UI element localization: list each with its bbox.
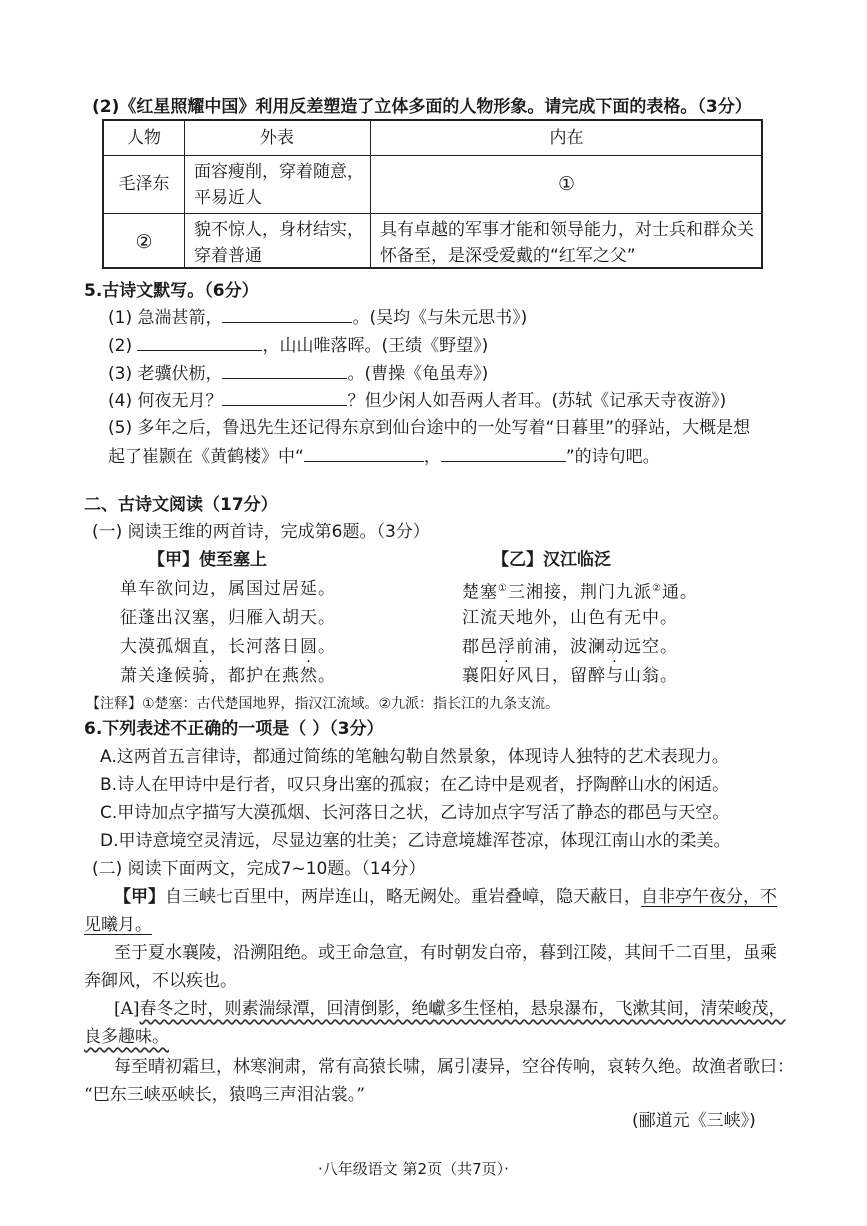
- option-a: A.这两首五言律诗，都通过简练的笔触勾勒自然景象，体现诗人独特的艺术表现力。: [100, 747, 729, 767]
- item-text: (2): [108, 336, 138, 356]
- question-5-title: 5.古诗文默写。（6分）: [84, 281, 259, 301]
- answer-blank[interactable]: [222, 306, 352, 323]
- poem-yi-title: 【乙】汉江临泛: [492, 550, 611, 570]
- part-1-title: (一) 阅读王维的两首诗，完成第6题。（3分）: [92, 522, 430, 542]
- poem-jia-title: 【甲】使至塞上: [148, 550, 267, 570]
- page-footer: ·八年级语文 第2页（共7页）·: [318, 1160, 509, 1178]
- item-text: (4) 何夜无月？: [108, 391, 223, 411]
- passage-paragraph-4-cont: “巴东三峡巫峡长，猿鸣三声泪沾裳。”: [84, 1085, 365, 1105]
- poem-jia-line-3: 大漠孤烟直，长河落日圆。: [120, 637, 336, 657]
- poem-yi-line-4: 襄阳好风日，留醉与山翁。: [462, 666, 678, 686]
- footnote-marker: ①: [498, 583, 508, 594]
- recitation-item-3: [108, 362, 488, 385]
- item-text: ”的诗句吧。: [565, 447, 660, 467]
- table-cell-appearance: 平易近人: [194, 188, 262, 208]
- item-text: (3) 老骥伏枥，: [108, 364, 223, 384]
- section-2-title: 二、古诗文阅读（17分）: [84, 495, 278, 515]
- table-header-inner: 内在: [549, 128, 584, 148]
- item-text: ，: [423, 447, 441, 467]
- table-header-person: 人物: [127, 128, 161, 148]
- answer-blank[interactable]: [137, 334, 262, 351]
- poem-yi-line-2: 江流天地外，山色有无中。: [462, 608, 678, 628]
- poem-jia-line-2: 征蓬出汉塞，归雁入胡天。: [120, 608, 336, 628]
- passage-paragraph-3-cont: [84, 1026, 169, 1048]
- table-cell-appearance: 貌不惊人，身材结实，: [194, 220, 364, 240]
- passage-paragraph-2: 至于夏水襄陵，沿溯阻绝。或王命急宣，有时朝发白帝，暮到江陵，其间千二百里，虽乘: [114, 943, 777, 963]
- poem-yi-line-1: 楚塞①三湘接，荆门九派②通。: [462, 582, 698, 603]
- item-text: ？但少闲人如吾两人者耳。(苏轼《记承天寺夜游》): [347, 391, 727, 411]
- item-text: 。(曹操《龟虽寿》): [347, 364, 489, 384]
- answer-blank[interactable]: [222, 389, 347, 406]
- option-b: B.诗人在甲诗中是行者，叹只身出塞的孤寂；在乙诗中是观者，抒陶醉山水的闲适。: [100, 775, 730, 795]
- option-c: C.甲诗加点字描写大漠孤烟、长河落日之状，乙诗加点字写活了静态的郡邑与天空。: [100, 803, 730, 823]
- question-4-2-prompt: (2)《红星照耀中国》利用反差塑造了立体多面的人物形象。请完成下面的表格。（3分）: [92, 97, 752, 117]
- table-header-appearance: 外表: [260, 128, 294, 148]
- table-cell-inner: 具有卓越的军事才能和领导能力，对士兵和群众关: [380, 220, 754, 240]
- passage-paragraph-3: [A]春冬之时，则素湍绿潭，回清倒影，绝巘多生怪柏，悬泉瀑布，飞漱其间，清荣峻茂，: [114, 999, 786, 1019]
- underlined-sentence: 自非亭午夜分，不: [641, 887, 777, 907]
- table-cell-appearance: 穿着普通: [194, 246, 262, 266]
- question-6-title: 6.下列表述不正确的一项是（ ）（3分）: [84, 719, 384, 739]
- poem-jia-line-1: 单车欲问边，属国过居延。: [120, 579, 336, 599]
- poem-yi-line-3: 郡邑浮前浦，波澜动远空。: [462, 637, 678, 657]
- character-table: [102, 119, 763, 269]
- wavy-underlined-text: 春冬之时，则素湍绿潭，回清倒影，绝巘多生怪柏，悬泉瀑布，飞漱其间，清荣峻茂，: [139, 999, 786, 1019]
- part-2-title: (二) 阅读下面两文，完成7~10题。（14分）: [92, 859, 426, 879]
- recitation-item-2: [108, 334, 488, 357]
- emphasis-char: 圆: [300, 637, 318, 657]
- footnote-marker: ②: [651, 583, 662, 594]
- answer-blank[interactable]: [304, 445, 424, 462]
- emphasis-char: 浮: [498, 637, 516, 657]
- table-divider: [104, 155, 761, 156]
- passage-paragraph-2-cont: 奔御风，不以疾也。: [84, 971, 237, 991]
- annotation-note: 【注释】①楚塞：古代楚国地界，指汉江流域。②九派：指长江的九条支流。: [86, 696, 560, 712]
- recitation-item-1: [108, 306, 527, 329]
- emphasis-char: 动: [606, 637, 624, 657]
- recitation-item-4: [108, 389, 726, 412]
- item-text: (1) 急湍甚箭，: [108, 308, 223, 328]
- passage-paragraph-1-cont: [84, 914, 152, 936]
- table-answer-slot-1: ①: [557, 173, 576, 195]
- table-answer-slot-2: ②: [135, 231, 153, 253]
- passage-paragraph-1: 【甲】自三峡七百里中，两岸连山，略无阙处。重岩叠嶂，隐天蔽日，自非亭午夜分，不: [114, 887, 777, 907]
- item-text: 起了崔颢在《黄鹤楼》中“: [108, 447, 304, 467]
- passage-source: (郦道元《三峡》): [632, 1111, 756, 1131]
- option-d: D.甲诗意境空灵清远，尽显边塞的壮美；乙诗意境雄浑苍凉，体现江南山水的柔美。: [100, 831, 731, 851]
- table-divider: [104, 213, 761, 214]
- poem-jia-line-4: 萧关逢候骑，都护在燕然。: [120, 666, 336, 686]
- table-cell-inner: 怀备至，是深受爱戴的“红军之父”: [380, 246, 636, 266]
- item-text: 。(吴均《与朱元思书》): [352, 308, 528, 328]
- answer-blank[interactable]: [222, 362, 347, 379]
- table-cell-appearance: 面容瘦削，穿着随意，: [194, 162, 364, 182]
- answer-blank[interactable]: [441, 445, 566, 462]
- passage-paragraph-4: 每至晴初霜旦，林寒涧肃，常有高猿长啸，属引凄异，空谷传响，哀转久绝。故渔者歌曰：: [114, 1057, 794, 1077]
- item-text: ，山山唯落晖。(王绩《野望》): [262, 336, 489, 356]
- table-cell-person: 毛泽东: [118, 174, 170, 194]
- wavy-underlined-text: 良多趣味。: [84, 1027, 169, 1047]
- recitation-item-5-line2: [108, 445, 660, 468]
- emphasis-char: 直: [192, 637, 210, 657]
- underlined-sentence: 见曦月。: [84, 915, 152, 935]
- recitation-item-5-line1: (5) 多年之后，鲁迅先生还记得东京到仙台途中的一处写着“日暮里”的驿站，大概是想: [108, 418, 751, 438]
